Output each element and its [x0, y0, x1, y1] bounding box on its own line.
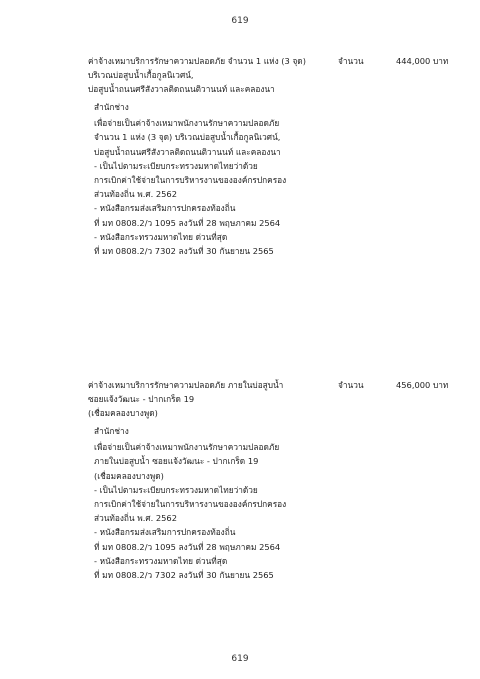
detail-line: - หนังสือกรมส่งเสริมการปกครองท้องถิ่น [94, 527, 236, 538]
detail-line: ส่วนท้องถิ่น พ.ศ. 2562 [94, 189, 177, 200]
detail-line: - หนังสือกระทรวงมหาดไทย ด่วนที่สุด [94, 231, 228, 242]
detail-line: ที่ มท 0808.2/ว 7302 ลงวันที่ 30 กันยายน 2565 [94, 570, 274, 581]
budget-item-1 [88, 54, 468, 258]
office-name: สำนักช่าง [94, 426, 129, 436]
detail-line: - เป็นไปตามระเบียบกระทรวงมหาดไทยว่าด้วย [94, 484, 258, 495]
item-detail [94, 424, 468, 582]
item-detail [94, 100, 468, 258]
item-amount: 456,000 บาท [396, 380, 449, 390]
detail-line: ภายในบ่อสูบน้ำ ซอยแจ้งวัฒนะ - ปากเกร็ด 19 [94, 456, 259, 467]
detail-line: การเบิกค่าใช้จ่ายในการบริหารงานขององค์กรปกครอง [94, 499, 287, 510]
detail-line: จำนวน 1 แห่ง (3 จุด) บริเวณบ่อสูบน้ำเกื้อกูลนิเวศน์, [94, 132, 281, 143]
item-title-line: บ่อสูบน้ำถนนศรีสังวาลติดถนนติวานนท์ และคลองนา [88, 84, 275, 94]
item-unit: จำนวน [338, 56, 364, 66]
office-name: สำนักช่าง [94, 102, 129, 112]
item-title-line: บริเวณบ่อสูบน้ำเกื้อกูลนิเวศน์, [88, 70, 194, 80]
item-title-line: (เชื่อมคลองบางพูด) [88, 408, 158, 418]
page-number-bottom: 619 [231, 654, 249, 664]
item-title-line: ซอยแจ้งวัฒนะ - ปากเกร็ด 19 [88, 394, 195, 404]
budget-item-2 [88, 378, 468, 582]
item-title-line: ค่าจ้างเหมาบริการรักษาความปลอดภัย ภายในบ่อสูบน้ำ [88, 380, 284, 390]
item-title [88, 54, 338, 96]
detail-line: ที่ มท 0808.2/ว 1095 ลงวันที่ 28 พฤษภาคม 2564 [94, 541, 281, 552]
detail-line: การเบิกค่าใช้จ่ายในการบริหารงานขององค์กรปกครอง [94, 175, 287, 186]
detail-line: ที่ มท 0808.2/ว 1095 ลงวันที่ 28 พฤษภาคม 2564 [94, 217, 281, 228]
detail-line: - เป็นไปตามระเบียบกระทรวงมหาดไทยว่าด้วย [94, 160, 258, 171]
item-amount: 444,000 บาท [396, 56, 449, 66]
detail-line: (เชื่อมคลองบางพูด) [94, 470, 164, 481]
detail-line: เพื่อจ่ายเป็นค่าจ้างเหมาพนักงานรักษาความปลอดภัย [94, 442, 280, 453]
page-number-top: 619 [231, 16, 249, 26]
detail-line: บ่อสูบน้ำถนนศรีสังวาลติดถนนติวานนท์ และคลองนา [94, 146, 281, 157]
item-title-line: ค่าจ้างเหมาบริการรักษาความปลอดภัย จำนวน 1 แห่ง (3 จุด) [88, 56, 306, 66]
item-title [88, 378, 338, 420]
detail-line: ที่ มท 0808.2/ว 7302 ลงวันที่ 30 กันยายน 2565 [94, 246, 274, 257]
item-unit: จำนวน [338, 380, 364, 390]
detail-line: เพื่อจ่ายเป็นค่าจ้างเหมาพนักงานรักษาความปลอดภัย [94, 118, 280, 129]
detail-line: - หนังสือกระทรวงมหาดไทย ด่วนที่สุด [94, 555, 228, 566]
detail-line: ส่วนท้องถิ่น พ.ศ. 2562 [94, 513, 177, 524]
detail-line: - หนังสือกรมส่งเสริมการปกครองท้องถิ่น [94, 203, 236, 214]
